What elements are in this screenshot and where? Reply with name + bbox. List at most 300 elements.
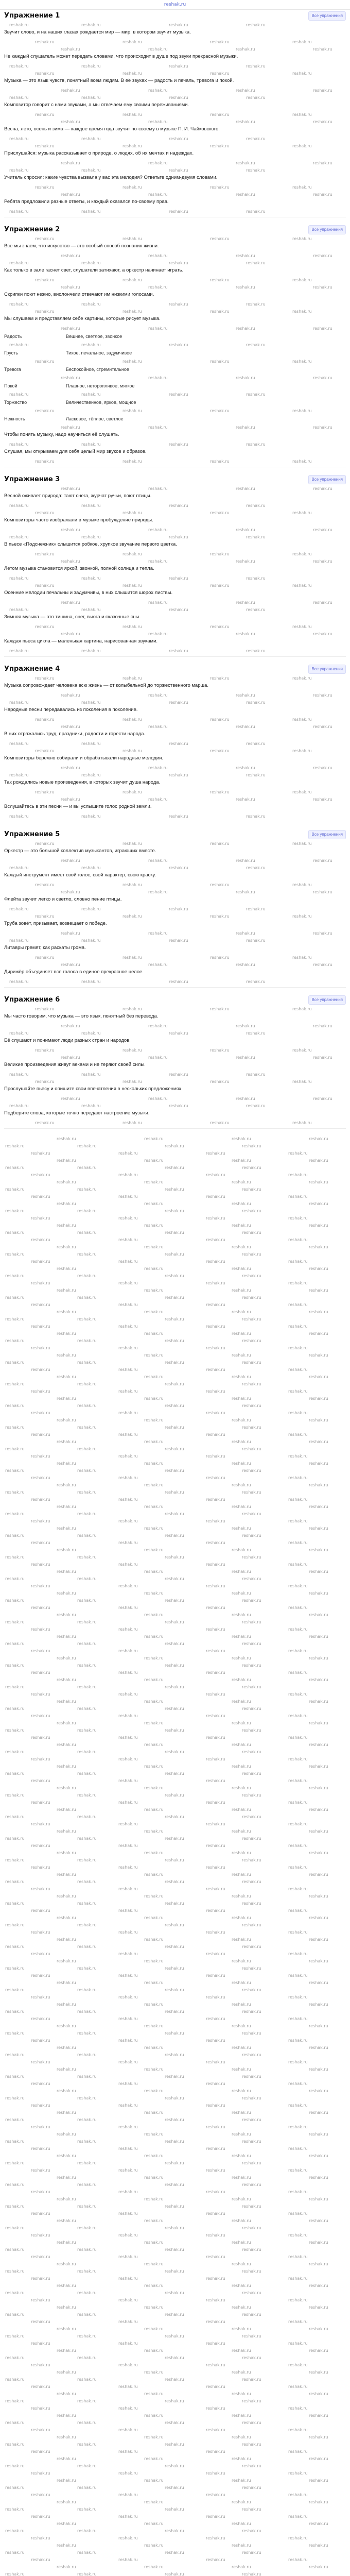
watermark-text: reshak.ru [232,2521,251,2526]
watermark-text: reshak.ru [5,1836,25,1841]
watermark-text: reshak.ru [61,693,80,698]
watermark-text: reshak.ru [288,1627,308,1632]
watermark-text: reshak.ru [31,1735,50,1740]
watermark-text: reshak.ru [77,2507,97,2512]
watermark-text: reshak.ru [242,2204,261,2209]
watermark-row [0,1698,350,1705]
watermark-text: reshak.ru [210,883,230,887]
watermark-text: reshak.ru [148,285,168,290]
watermark-row [0,1791,350,1799]
exercise-title: Упражнение 4 [4,665,60,673]
watermark-text: reshak.ru [292,459,312,464]
watermark-text: reshak.ru [5,2399,25,2403]
watermark-row [0,1229,350,1236]
all-exercises-button[interactable]: Все упражнения [308,225,346,234]
watermark-row [0,1207,350,1214]
watermark-text: reshak.ru [313,766,332,770]
watermark-text: reshak.ru [232,2435,251,2439]
watermark-text: reshak.ru [246,442,266,447]
watermark-text: reshak.ru [309,1483,328,1487]
watermark-text: reshak.ru [242,2550,261,2555]
watermark-text: reshak.ru [57,2175,76,2180]
watermark-row [4,407,346,414]
watermark-text: reshak.ru [246,773,266,777]
watermark-text: reshak.ru [81,773,101,777]
watermark-text: reshak.ru [288,2103,308,2108]
watermark-text: reshak.ru [309,1548,328,1552]
watermark-row [0,1892,350,1900]
watermark-text: reshak.ru [242,2247,261,2252]
watermark-text: reshak.ru [232,2500,251,2504]
watermark-row [0,1149,350,1157]
watermark-text: reshak.ru [9,1031,29,1036]
watermark-text: reshak.ru [288,1714,308,1718]
watermark-text: reshak.ru [81,1031,101,1036]
watermark-text: reshak.ru [57,1266,76,1271]
site-logo[interactable]: reshak.ru [164,2,186,7]
watermark-text: reshak.ru [9,607,29,612]
watermark-text: reshak.ru [81,814,101,819]
watermark-text: reshak.ru [31,2125,50,2129]
watermark-text: reshak.ru [236,632,255,636]
watermark-text: reshak.ru [246,343,266,347]
table-cell-value: Плавное, неторопливое, мягкое [66,383,135,388]
watermark-text: reshak.ru [165,1144,184,1148]
watermark-text: reshak.ru [118,1822,138,1826]
watermark-row [0,2549,350,2556]
watermark-text: reshak.ru [242,1144,261,1148]
watermark-text: reshak.ru [288,1346,308,1350]
watermark-text: reshak.ru [57,1721,76,1725]
watermark-text: reshak.ru [61,88,80,93]
watermark-text: reshak.ru [61,47,80,52]
watermark-text: reshak.ru [242,2464,261,2468]
watermark-text: reshak.ru [31,2146,50,2151]
watermark-row [0,1553,350,1561]
watermark-text: reshak.ru [313,88,332,93]
watermark-text: reshak.ru [9,209,29,214]
watermark-text: reshak.ru [35,112,55,117]
watermark-text: reshak.ru [309,1504,328,1509]
watermark-row [0,1409,350,1416]
watermark-text: reshak.ru [35,236,55,241]
watermark-text: reshak.ru [5,2074,25,2079]
watermark-text: reshak.ru [165,2204,184,2209]
watermark-text: reshak.ru [5,1295,25,1300]
watermark-text: reshak.ru [118,1627,138,1632]
watermark-text: reshak.ru [122,583,142,588]
watermark-text: reshak.ru [206,2060,225,2064]
watermark-text: reshak.ru [5,1728,25,1733]
watermark-text: reshak.ru [242,1533,261,1538]
watermark-text: reshak.ru [236,285,255,290]
watermark-row [4,1078,346,1085]
watermark-text: reshak.ru [165,2334,184,2338]
watermark-text: reshak.ru [118,1411,138,1415]
watermark-text: reshak.ru [288,1887,308,1891]
watermark-text: reshak.ru [288,1367,308,1372]
watermark-text: reshak.ru [31,2514,50,2519]
watermark-text: reshak.ru [57,1375,76,1379]
watermark-text: reshak.ru [292,790,312,794]
watermark-text: reshak.ru [232,2045,251,2050]
watermark-text: reshak.ru [288,1952,308,1956]
watermark-text: reshak.ru [292,309,312,314]
watermark-text: reshak.ru [5,1858,25,1862]
watermark-text: reshak.ru [309,2283,328,2288]
watermark-text: reshak.ru [144,1158,164,1163]
watermark-text: reshak.ru [118,1497,138,1502]
watermark-text: reshak.ru [242,1468,261,1473]
watermark-text: reshak.ru [9,302,29,307]
watermark-row [0,1164,350,1171]
watermark-text: reshak.ru [118,2081,138,2086]
watermark-text: reshak.ru [57,2543,76,2548]
watermark-text: reshak.ru [81,938,101,943]
watermark-text: reshak.ru [77,2485,97,2490]
watermark-row [0,2181,350,2188]
watermark-text: reshak.ru [232,1526,251,1531]
watermark-text: reshak.ru [118,2146,138,2151]
watermark-text: reshak.ru [242,2009,261,2014]
watermark-text: reshak.ru [242,2139,261,2144]
watermark-text: reshak.ru [57,2283,76,2288]
watermark-row [0,2433,350,2441]
watermark-text: reshak.ru [242,2399,261,2403]
watermark-text: reshak.ru [144,1461,164,1466]
watermark-text: reshak.ru [57,1764,76,1769]
watermark-text: reshak.ru [246,64,266,69]
watermark-text: reshak.ru [61,797,80,802]
all-exercises-button[interactable]: Все упражнения [308,830,346,839]
watermark-text: reshak.ru [57,2348,76,2353]
all-exercises-button[interactable]: Все упражнения [308,475,346,484]
watermark-row [0,2368,350,2376]
watermark-text: reshak.ru [165,2291,184,2295]
watermark-row [0,1467,350,1474]
watermark-text: reshak.ru [144,1807,164,1812]
watermark-text: reshak.ru [148,425,168,430]
watermark-text: reshak.ru [232,2370,251,2375]
watermark-row [0,2541,350,2549]
watermark-text: reshak.ru [81,1104,101,1108]
watermark-text: reshak.ru [313,931,332,936]
watermark-row [0,1575,350,1582]
watermark-text: reshak.ru [148,326,168,331]
watermark-row [4,358,346,365]
watermark-row [0,2166,350,2174]
watermark-text: reshak.ru [148,1024,168,1028]
watermark-text: reshak.ru [118,1476,138,1480]
watermark-text: reshak.ru [144,1872,164,1877]
watermark-text: reshak.ru [288,1389,308,1394]
watermark-text: reshak.ru [242,1317,261,1321]
watermark-row [4,557,346,565]
watermark-text: reshak.ru [61,253,80,258]
watermark-text: reshak.ru [144,1483,164,1487]
watermark-text: reshak.ru [118,1173,138,1177]
watermark-text: reshak.ru [169,938,188,943]
watermark-text: reshak.ru [169,741,188,746]
watermark-text: reshak.ru [232,1310,251,1314]
watermark-text: reshak.ru [309,1310,328,1314]
watermark-text: reshak.ru [206,1714,225,1718]
watermark-text: reshak.ru [9,535,29,539]
watermark-row [4,208,346,215]
watermark-text: reshak.ru [57,2456,76,2461]
watermark-text: reshak.ru [232,2565,251,2569]
watermark-text: reshak.ru [122,790,142,794]
watermark-text: reshak.ru [232,1807,251,1812]
watermark-row [0,1431,350,1438]
watermark-row [0,1272,350,1279]
watermark-text: reshak.ru [77,1685,97,1689]
watermark-text: reshak.ru [210,790,230,794]
watermark-text: reshak.ru [242,1360,261,1365]
watermark-text: reshak.ru [5,2291,25,2295]
watermark-text: reshak.ru [242,2117,261,2122]
watermark-text: reshak.ru [309,1137,328,1141]
watermark-text: reshak.ru [57,1569,76,1574]
watermark-text: reshak.ru [210,359,230,364]
all-exercises-button[interactable]: Все упражнения [308,665,346,674]
watermark-text: reshak.ru [31,2406,50,2411]
watermark-text: reshak.ru [246,535,266,539]
watermark-row [0,2469,350,2477]
watermark-text: reshak.ru [206,1562,225,1567]
watermark-text: reshak.ru [144,2478,164,2483]
watermark-text: reshak.ru [5,1209,25,1213]
watermark-text: reshak.ru [292,624,312,629]
watermark-text: reshak.ru [31,1649,50,1653]
all-exercises-button[interactable]: Все упражнения [308,11,346,21]
watermark-text: reshak.ru [77,1144,97,1148]
watermark-text: reshak.ru [148,962,168,967]
watermark-row [0,2491,350,2498]
watermark-row [0,1647,350,1654]
watermark-text: reshak.ru [77,2334,97,2338]
watermark-row [0,1582,350,1589]
watermark-text: reshak.ru [122,624,142,629]
watermark-text: reshak.ru [206,2255,225,2259]
watermark-text: reshak.ru [210,40,230,44]
watermark-text: reshak.ru [35,883,55,887]
watermark-text: reshak.ru [5,2204,25,2209]
watermark-row [0,2527,350,2534]
watermark-text: reshak.ru [77,1966,97,1971]
watermark-text: reshak.ru [81,741,101,746]
watermark-text: reshak.ru [77,1641,97,1646]
watermark-row [0,1438,350,1445]
watermark-text: reshak.ru [144,2089,164,2093]
watermark-text: reshak.ru [5,2226,25,2230]
watermark-text: reshak.ru [236,724,255,729]
exercise-section [0,994,350,1135]
all-exercises-button[interactable]: Все упражнения [308,995,346,1005]
watermark-text: reshak.ru [313,858,332,863]
watermark-row [4,159,346,166]
watermark-text: reshak.ru [5,1685,25,1689]
watermark-text: reshak.ru [232,1937,251,1942]
exercise-paragraph: Весной оживает природа: тают снега, журчат ручьи, поют птицы. [4,493,152,499]
watermark-row [0,1770,350,1777]
watermark-row [4,142,346,149]
watermark-text: reshak.ru [81,261,101,265]
watermark-text: reshak.ru [236,120,255,124]
watermark-text: reshak.ru [77,1338,97,1343]
watermark-row [0,1979,350,1986]
watermark-text: reshak.ru [122,914,142,919]
watermark-text: reshak.ru [9,392,29,397]
watermark-text: reshak.ru [31,2211,50,2216]
watermark-text: reshak.ru [165,1209,184,1213]
watermark-text: reshak.ru [118,1973,138,1978]
watermark-text: reshak.ru [144,1851,164,1855]
watermark-text: reshak.ru [122,409,142,413]
watermark-text: reshak.ru [236,326,255,331]
watermark-row [0,2296,350,2303]
watermark-text: reshak.ru [57,1959,76,1963]
watermark-text: reshak.ru [288,1476,308,1480]
watermark-row [0,1337,350,1344]
watermark-text: reshak.ru [77,1252,97,1257]
exercise-paragraph: Звучит слово, и на наших глазах рождается мир — мир, в котором звучит музыка. [4,29,191,35]
watermark-text: reshak.ru [242,2334,261,2338]
watermark-row [0,1611,350,1618]
watermark-row [0,2477,350,2484]
watermark-row [0,2376,350,2383]
watermark-text: reshak.ru [144,2283,164,2288]
watermark-text: reshak.ru [292,841,312,846]
watermark-text: reshak.ru [288,2493,308,2497]
watermark-text: reshak.ru [144,1916,164,1920]
watermark-row [0,2332,350,2340]
watermark-text: reshak.ru [309,1634,328,1639]
watermark-text: reshak.ru [242,1879,261,1884]
watermark-row [0,2210,350,2217]
watermark-text: reshak.ru [309,2218,328,2223]
watermark-row [0,2383,350,2390]
watermark-text: reshak.ru [236,88,255,93]
watermark-text: reshak.ru [236,47,255,52]
watermark-text: reshak.ru [77,1490,97,1495]
watermark-text: reshak.ru [288,1930,308,1935]
watermark-text: reshak.ru [236,376,255,380]
watermark-row [4,70,346,77]
watermark-text: reshak.ru [165,2139,184,2144]
watermark-text: reshak.ru [77,1317,97,1321]
watermark-text: reshak.ru [288,1281,308,1285]
watermark-text: reshak.ru [292,185,312,190]
watermark-text: reshak.ru [206,1454,225,1459]
watermark-text: reshak.ru [9,64,29,69]
watermark-text: reshak.ru [118,2557,138,2562]
watermark-text: reshak.ru [144,1526,164,1531]
watermark-text: reshak.ru [309,2370,328,2375]
watermark-text: reshak.ru [77,2226,97,2230]
watermark-text: reshak.ru [35,144,55,148]
watermark-text: reshak.ru [309,1396,328,1401]
watermark-row [0,1589,350,1597]
watermark-text: reshak.ru [31,2471,50,2476]
watermark-text: reshak.ru [31,1584,50,1588]
watermark-text: reshak.ru [288,2557,308,2562]
watermark-text: reshak.ru [118,1757,138,1761]
watermark-text: reshak.ru [169,392,188,397]
watermark-text: reshak.ru [77,1836,97,1841]
watermark-text: reshak.ru [232,1764,251,1769]
watermark-text: reshak.ru [9,814,29,819]
watermark-text: reshak.ru [242,1209,261,1213]
watermark-text: reshak.ru [31,1151,50,1156]
watermark-row [4,674,346,682]
watermark-text: reshak.ru [77,1620,97,1624]
watermark-row [0,1359,350,1366]
watermark-text: reshak.ru [206,2363,225,2367]
exercise-paragraph: Учитель спросил: какие чувства вызвала у вас эта мелодия? Ответьте одним-двумя словами. [4,175,218,180]
watermark-text: reshak.ru [57,2327,76,2331]
watermark-text: reshak.ru [5,1598,25,1603]
watermark-row [0,2008,350,2015]
watermark-row [4,135,346,142]
watermark-row [0,1827,350,1835]
watermark-text: reshak.ru [165,2182,184,2187]
watermark-text: reshak.ru [77,2074,97,2079]
watermark-text: reshak.ru [57,1223,76,1228]
watermark-row [0,2051,350,2058]
watermark-text: reshak.ru [292,409,312,413]
exercise-paragraph: Композиторы часто изображали в музыке пробуждение природы. [4,517,153,523]
watermark-text: reshak.ru [313,161,332,165]
watermark-row [0,2037,350,2044]
watermark-text: reshak.ru [35,790,55,794]
watermark-text: reshak.ru [169,23,188,27]
watermark-text: reshak.ru [122,1048,142,1053]
watermark-text: reshak.ru [165,1425,184,1430]
exercise-header [4,664,346,674]
exercise-paragraph: Осенние мелодии печальны и задумчивы, в них слышится шорох листвы. [4,590,173,596]
watermark-row [4,374,346,381]
watermark-text: reshak.ru [232,1699,251,1704]
watermark-text: reshak.ru [313,47,332,52]
watermark-text: reshak.ru [144,1201,164,1206]
watermark-row [4,341,346,348]
watermark-text: reshak.ru [5,2464,25,2468]
watermark-text: reshak.ru [288,2471,308,2476]
watermark-row [0,1835,350,1842]
watermark-row [4,118,346,125]
watermark-text: reshak.ru [81,168,101,173]
watermark-row [4,606,346,613]
watermark-text: reshak.ru [57,1656,76,1660]
exercise-paragraph: Слушая, мы открываем для себя целый мир звуков и образов. [4,449,147,454]
watermark-row [4,647,346,654]
watermark-text: reshak.ru [31,1822,50,1826]
watermark-text: reshak.ru [5,1901,25,1906]
watermark-text: reshak.ru [232,1439,251,1444]
exercise-section [0,663,350,828]
watermark-text: reshak.ru [169,907,188,911]
watermark-row [4,550,346,557]
watermark-text: reshak.ru [313,253,332,258]
watermark-text: reshak.ru [122,112,142,117]
watermark-text: reshak.ru [35,749,55,753]
watermark-text: reshak.ru [61,962,80,967]
watermark-text: reshak.ru [77,1706,97,1711]
watermark-text: reshak.ru [169,607,188,612]
exercise-paragraph: Её слушают и понимают люди разных стран и народов. [4,1038,131,1043]
watermark-text: reshak.ru [206,2493,225,2497]
